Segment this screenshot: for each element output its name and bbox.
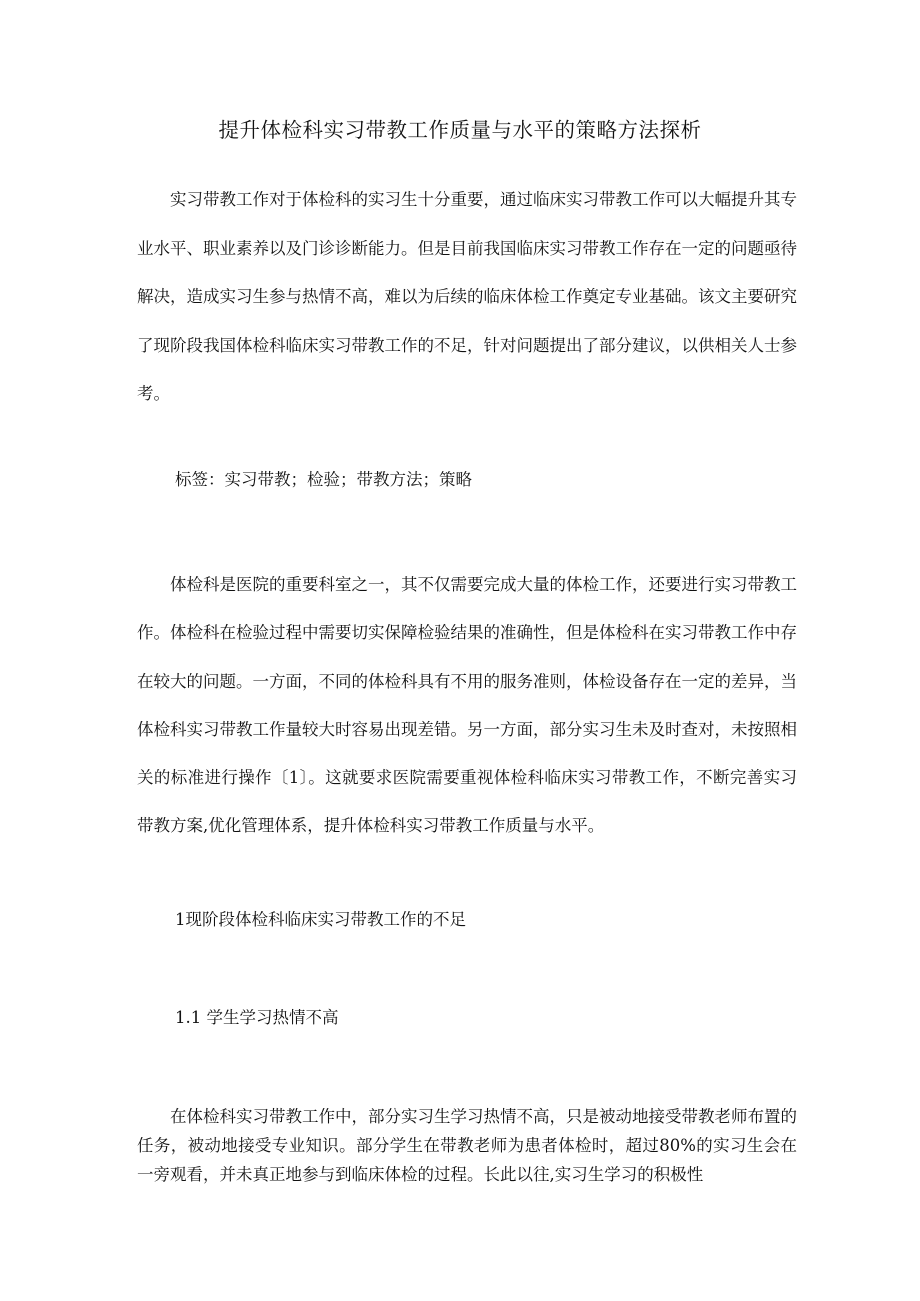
- section-1-1-paragraph: 在体检科实习带教工作中，部分实习生学习热情不高，只是被动地接受带教老师布置的任务，被动地接受专业知识。部分学生在带教老师为患者体检时，超过80%的实习生会在一旁观看，并未真正地参与到临床体检的过程。长此以往,实习生学习的积极性: [137, 1107, 797, 1184]
- section-1-1-heading: 1.1 学生学习热情不高: [175, 1008, 339, 1027]
- section-1-heading: 1现阶段体检科临床实习带教工作的不足: [175, 910, 466, 929]
- abstract-paragraph: 实习带教工作对于体检科的实习生十分重要，通过临床实习带教工作可以大幅提升其专业水平、职业素养以及门诊诊断能力。但是目前我国临床实习带教工作存在一定的问题亟待解决，造成实习生参与热情不高，难以为后续的临床体检工作奠定专业基础。该文主要研究了现阶段我国体检科临床实习带教工作的不足，针对问题提出了部分建议，以供相关人士参考。: [137, 190, 797, 403]
- document-title: 提升体检科实习带教工作质量与水平的策略方法探析: [218, 118, 702, 142]
- intro-paragraph: 体检科是医院的重要科室之一，其不仅需要完成大量的体检工作，还要进行实习带教工作。体检科在检验过程中需要切实保障检验结果的准确性，但是体检科在实习带教工作中存在较大的问题。一方面，不同的体检科具有不用的服务准则，体检设备存在一定的差异，当体检科实习带教工作量较大时容易出现差错。另一方面，部分实习生未及时查对，未按照相关的标准进行操作〔1〕。这就要求医院需要重视体检科临床实习带教工作，不断完善实习带教方案,优化管理体系，提升体检科实习带教工作质量与水平。: [137, 575, 797, 836]
- keywords-line: 标签：实习带教；检验；带教方法；策略: [175, 470, 472, 489]
